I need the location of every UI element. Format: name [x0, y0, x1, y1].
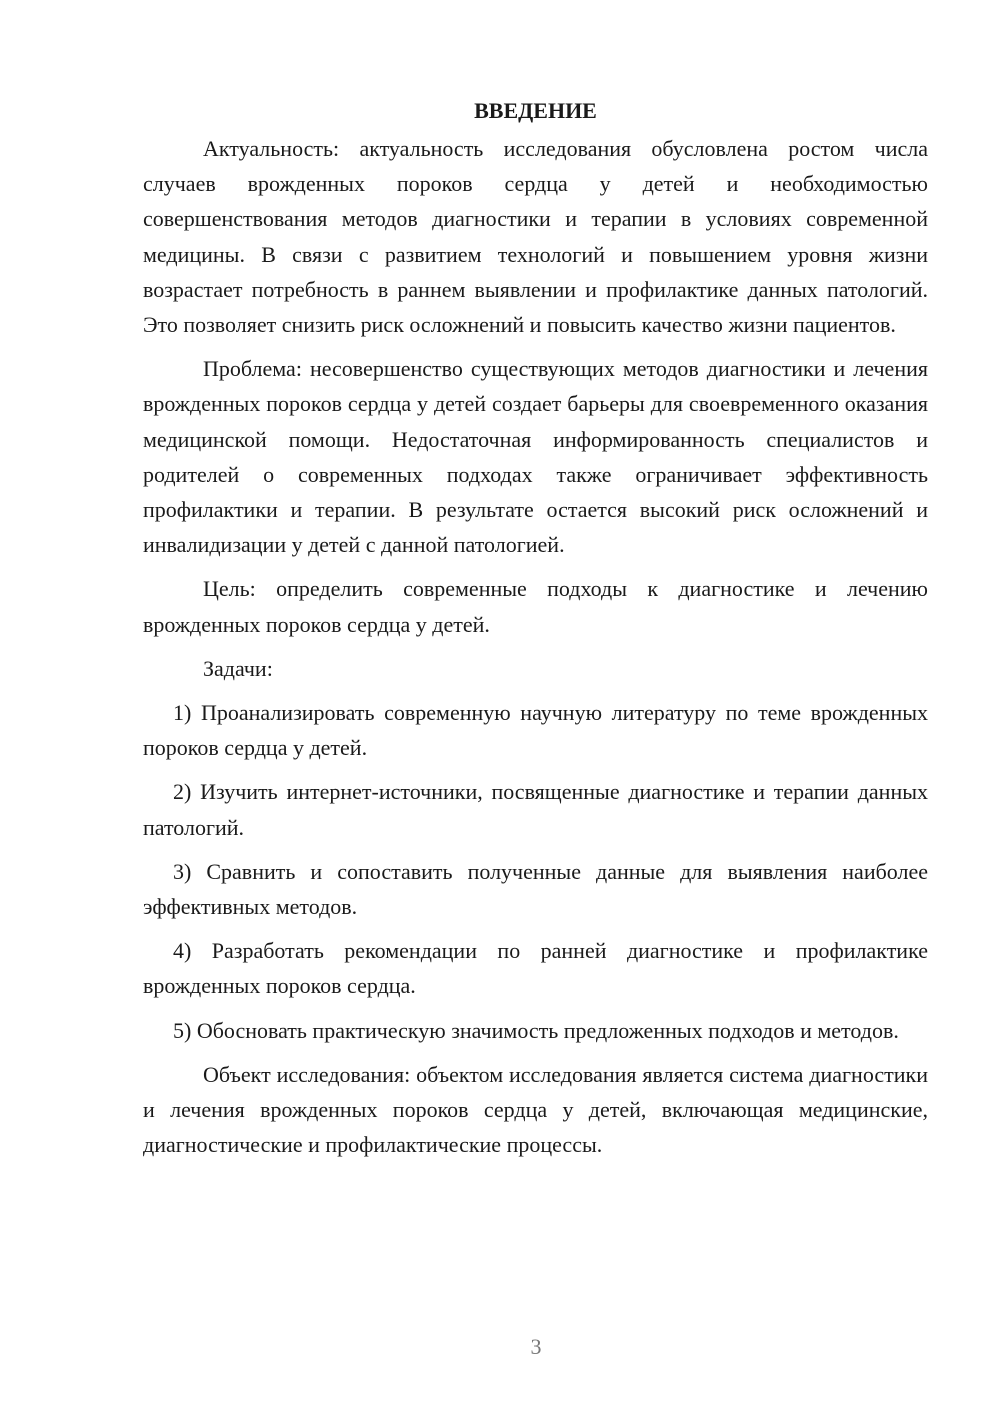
task-item: 1) Проанализировать современную научную литературу по теме врожденных пороков сердца у детей. — [143, 700, 928, 761]
goal-paragraph: Цель: определить современные подходы к диагностике и лечению врожденных пороков сердца у детей. — [143, 576, 928, 637]
task-item: 3) Сравнить и сопоставить полученные данные для выявления наиболее эффективных методов. — [143, 858, 928, 920]
section-heading: ВВЕДЕНИЕ — [474, 98, 597, 123]
task-item: 5) Обосновать практическую значимость предложенных подходов и методов. — [173, 1017, 899, 1043]
document-page — [143, 95, 928, 1162]
tasks-label: Задачи: — [203, 655, 273, 681]
task-item: 2) Изучить интернет-источники, посвященные диагностике и терапии данных патологий. — [143, 779, 928, 840]
problem-paragraph: Проблема: несовершенство существующих методов диагностики и лечения врожденных пороков сердца у детей создает барьеры для своевременного оказания медицинской помощи. Недостаточная информированность специалистов и родителей о современных подходах также ограничивает эффективность профилактики и терапии. В результате остается высокий риск осложнений и инвалидизации у детей с данной патологией. — [143, 356, 928, 558]
object-paragraph: Объект исследования: объектом исследования является система диагностики и лечения врожденных пороков сердца у детей, включающая медицинские, диагностические и профилактические процессы. — [143, 1061, 928, 1158]
relevance-paragraph: Актуальность: актуальность исследования обусловлена ростом числа случаев врожденных пороков сердца у детей и необходимостью совершенствования методов диагностики и терапии в условиях современной медицины. В связи с развитием технологий и повышением уровня жизни возрастает потребность в раннем выявлении и профилактике данных патологий. Это позволяет снизить риск осложнений и повысить качество жизни пациентов. — [143, 136, 928, 338]
page-number: 3 — [530, 1334, 542, 1359]
task-item: 4) Разработать рекомендации по ранней диагностике и профилактике врожденных пороков сердца. — [143, 938, 928, 999]
